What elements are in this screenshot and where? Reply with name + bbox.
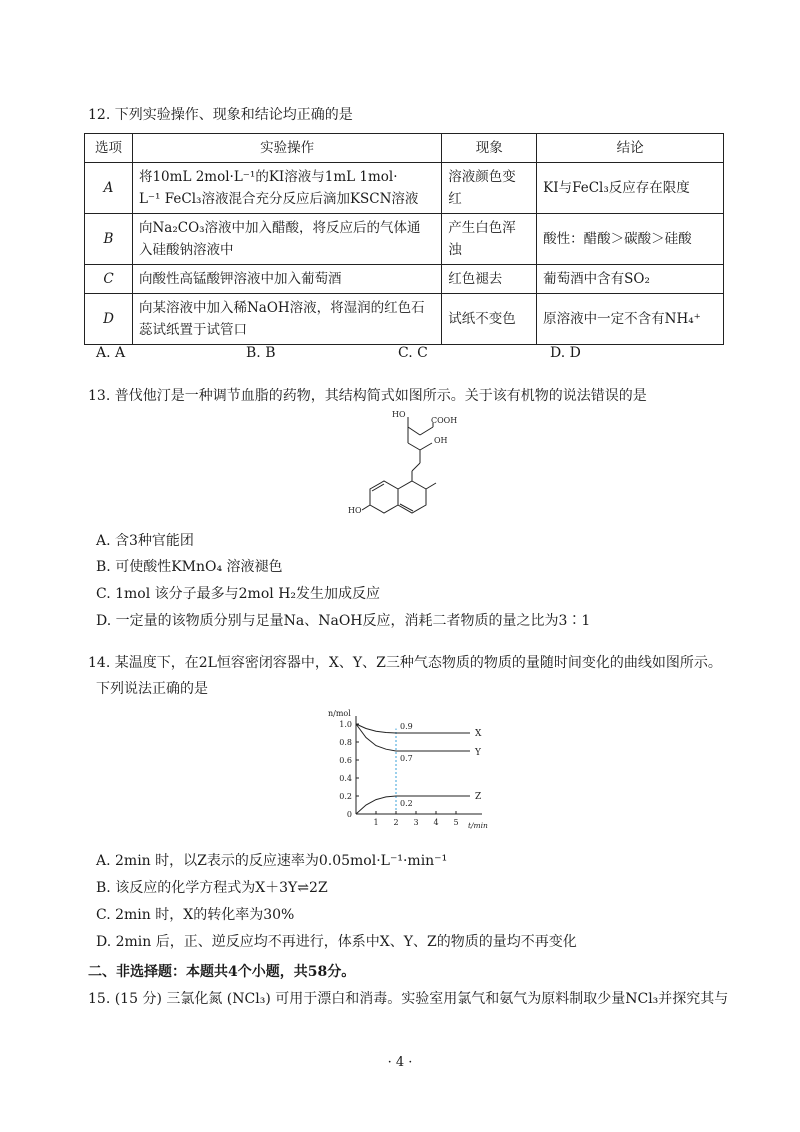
row-phenomenon: 红色褪去 [442,265,537,294]
option-a: A. A [96,345,126,361]
q13-option-a: A. 含3种官能团 [96,533,194,549]
series-label-z: Z [475,792,482,802]
phenomenon-line: 红 [448,191,462,207]
operation-line: 向Na₂CO₃溶液中加入醋酸，将反应后的气体通 [138,220,421,236]
row-phenomenon: 试纸不变色 [442,294,537,345]
pravastatin-structure [340,405,490,520]
q14-stem-line1: 14. 某温度下，在2L恒容密闭容器中，X、Y、Z三种气态物质的物质的量随时间变化的曲线如图所示。 [88,655,722,671]
x-tick-label: 4 [433,818,439,827]
header-option: 选项 [85,134,133,163]
row-phenomenon [442,214,537,265]
label-oh: OH [434,436,448,445]
x-tick-label: 2 [393,818,399,827]
series-line-y [356,724,470,751]
y-tick-label: 0 [346,810,352,819]
amount-time-chart [318,706,488,834]
operation-line: 将10mL 2mol·L⁻¹的KI溶液与1mL 1mol· [138,169,398,185]
header-operation: 实验操作 [132,134,441,163]
header-phenomenon: 现象 [442,134,537,163]
q14-option-d: D. 2min 后，正、逆反应均不再进行，体系中X、Y、Z的物质的量均不再变化 [96,934,577,950]
row-option: B [85,214,133,265]
row-conclusion: KI与FeCl₃反应存在限度 [537,163,724,214]
table-row-c [85,265,724,294]
label-ho-bottom: HO [348,506,362,515]
data-label: 0.7 [400,754,413,763]
series-label-y: Y [475,748,481,758]
x-tick-label: 1 [373,818,379,827]
data-label: 0.9 [400,722,413,731]
q13-stem: 13. 普伐他汀是一种调节血脂的药物，其结构简式如图所示。关于该有机物的说法错误的是 [88,388,647,404]
q13-option-c: C. 1mol 该分子最多与2mol H₂发生加成反应 [96,586,381,602]
row-conclusion: 酸性：醋酸＞碳酸＞硅酸 [537,214,724,265]
y-tick-label: 1.0 [339,720,352,729]
page-number: · 4 · [387,1055,413,1070]
q14-option-a: A. 2min 时，以Z表示的反应速率为0.05mol·L⁻¹·min⁻¹ [96,853,448,869]
row-operation [132,214,441,265]
header-conclusion: 结论 [537,134,724,163]
q15-stem: 15. (15 分) 三氯化氮 (NCl₃) 可用于漂白和消毒。实验室用氯气和氨气为原料制取少量NCl₃并探究其与 [88,991,729,1007]
row-option: A [85,163,133,214]
y-axis-label: n/mol [328,709,351,718]
label-ho-top: HO [392,410,406,419]
series-line-x [356,724,470,733]
y-tick-label: 0.6 [339,756,352,765]
q12-table [84,133,724,345]
row-phenomenon [442,163,537,214]
series-line-z [356,796,470,814]
y-tick-label: 0.8 [339,738,352,747]
operation-line: 入硅酸钠溶液中 [138,242,234,258]
option-c: C. C [398,345,428,361]
operation-line: 向某溶液中加入稀NaOH溶液，将湿润的红色石 [138,300,425,316]
x-tick-label: 5 [453,818,459,827]
q13-option-b: B. 可使酸性KMnO₄ 溶液褪色 [96,559,283,575]
operation-line: L⁻¹ FeCl₃溶液混合充分反应后滴加KSCN溶液 [138,191,419,207]
phenomenon-line: 浊 [448,242,462,258]
q14-stem-line2: 下列说法正确的是 [96,681,208,697]
table-row-d [85,294,724,345]
table-row-a [85,163,724,214]
option-b: B. B [246,345,276,361]
q12-stem: 12. 下列实验操作、现象和结论均正确的是 [88,107,353,123]
row-conclusion: 原溶液中一定不含有NH₄⁺ [537,294,724,345]
table-header-row [85,134,724,163]
x-axis-label: t/min [468,821,488,830]
row-operation [132,163,441,214]
section-heading: 二、非选择题：本题共4个小题，共58分。 [88,964,356,980]
q14-option-b: B. 该反应的化学方程式为X＋3Y⇌2Z [96,880,328,896]
row-operation: 向酸性高锰酸钾溶液中加入葡萄酒 [132,265,441,294]
series-label-x: X [475,729,482,739]
table-row-b [85,214,724,265]
label-cooh: COOH [431,416,458,425]
row-option: D [85,294,133,345]
data-label: 0.2 [400,799,413,808]
q13-option-d: D. 一定量的该物质分别与足量Na、NaOH反应，消耗二者物质的量之比为3∶1 [96,613,591,629]
y-tick-label: 0.4 [339,774,352,783]
row-option: C [85,265,133,294]
row-operation [132,294,441,345]
phenomenon-line: 产生白色浑 [448,220,516,236]
option-d: D. D [550,345,581,361]
operation-line: 蕊试纸置于试管口 [138,322,247,338]
x-tick-label: 3 [413,818,419,827]
phenomenon-line: 溶液颜色变 [448,169,516,185]
row-conclusion: 葡萄酒中含有SO₂ [537,265,724,294]
q14-option-c: C. 2min 时，X的转化率为30% [96,907,295,923]
y-tick-label: 0.2 [339,792,352,801]
